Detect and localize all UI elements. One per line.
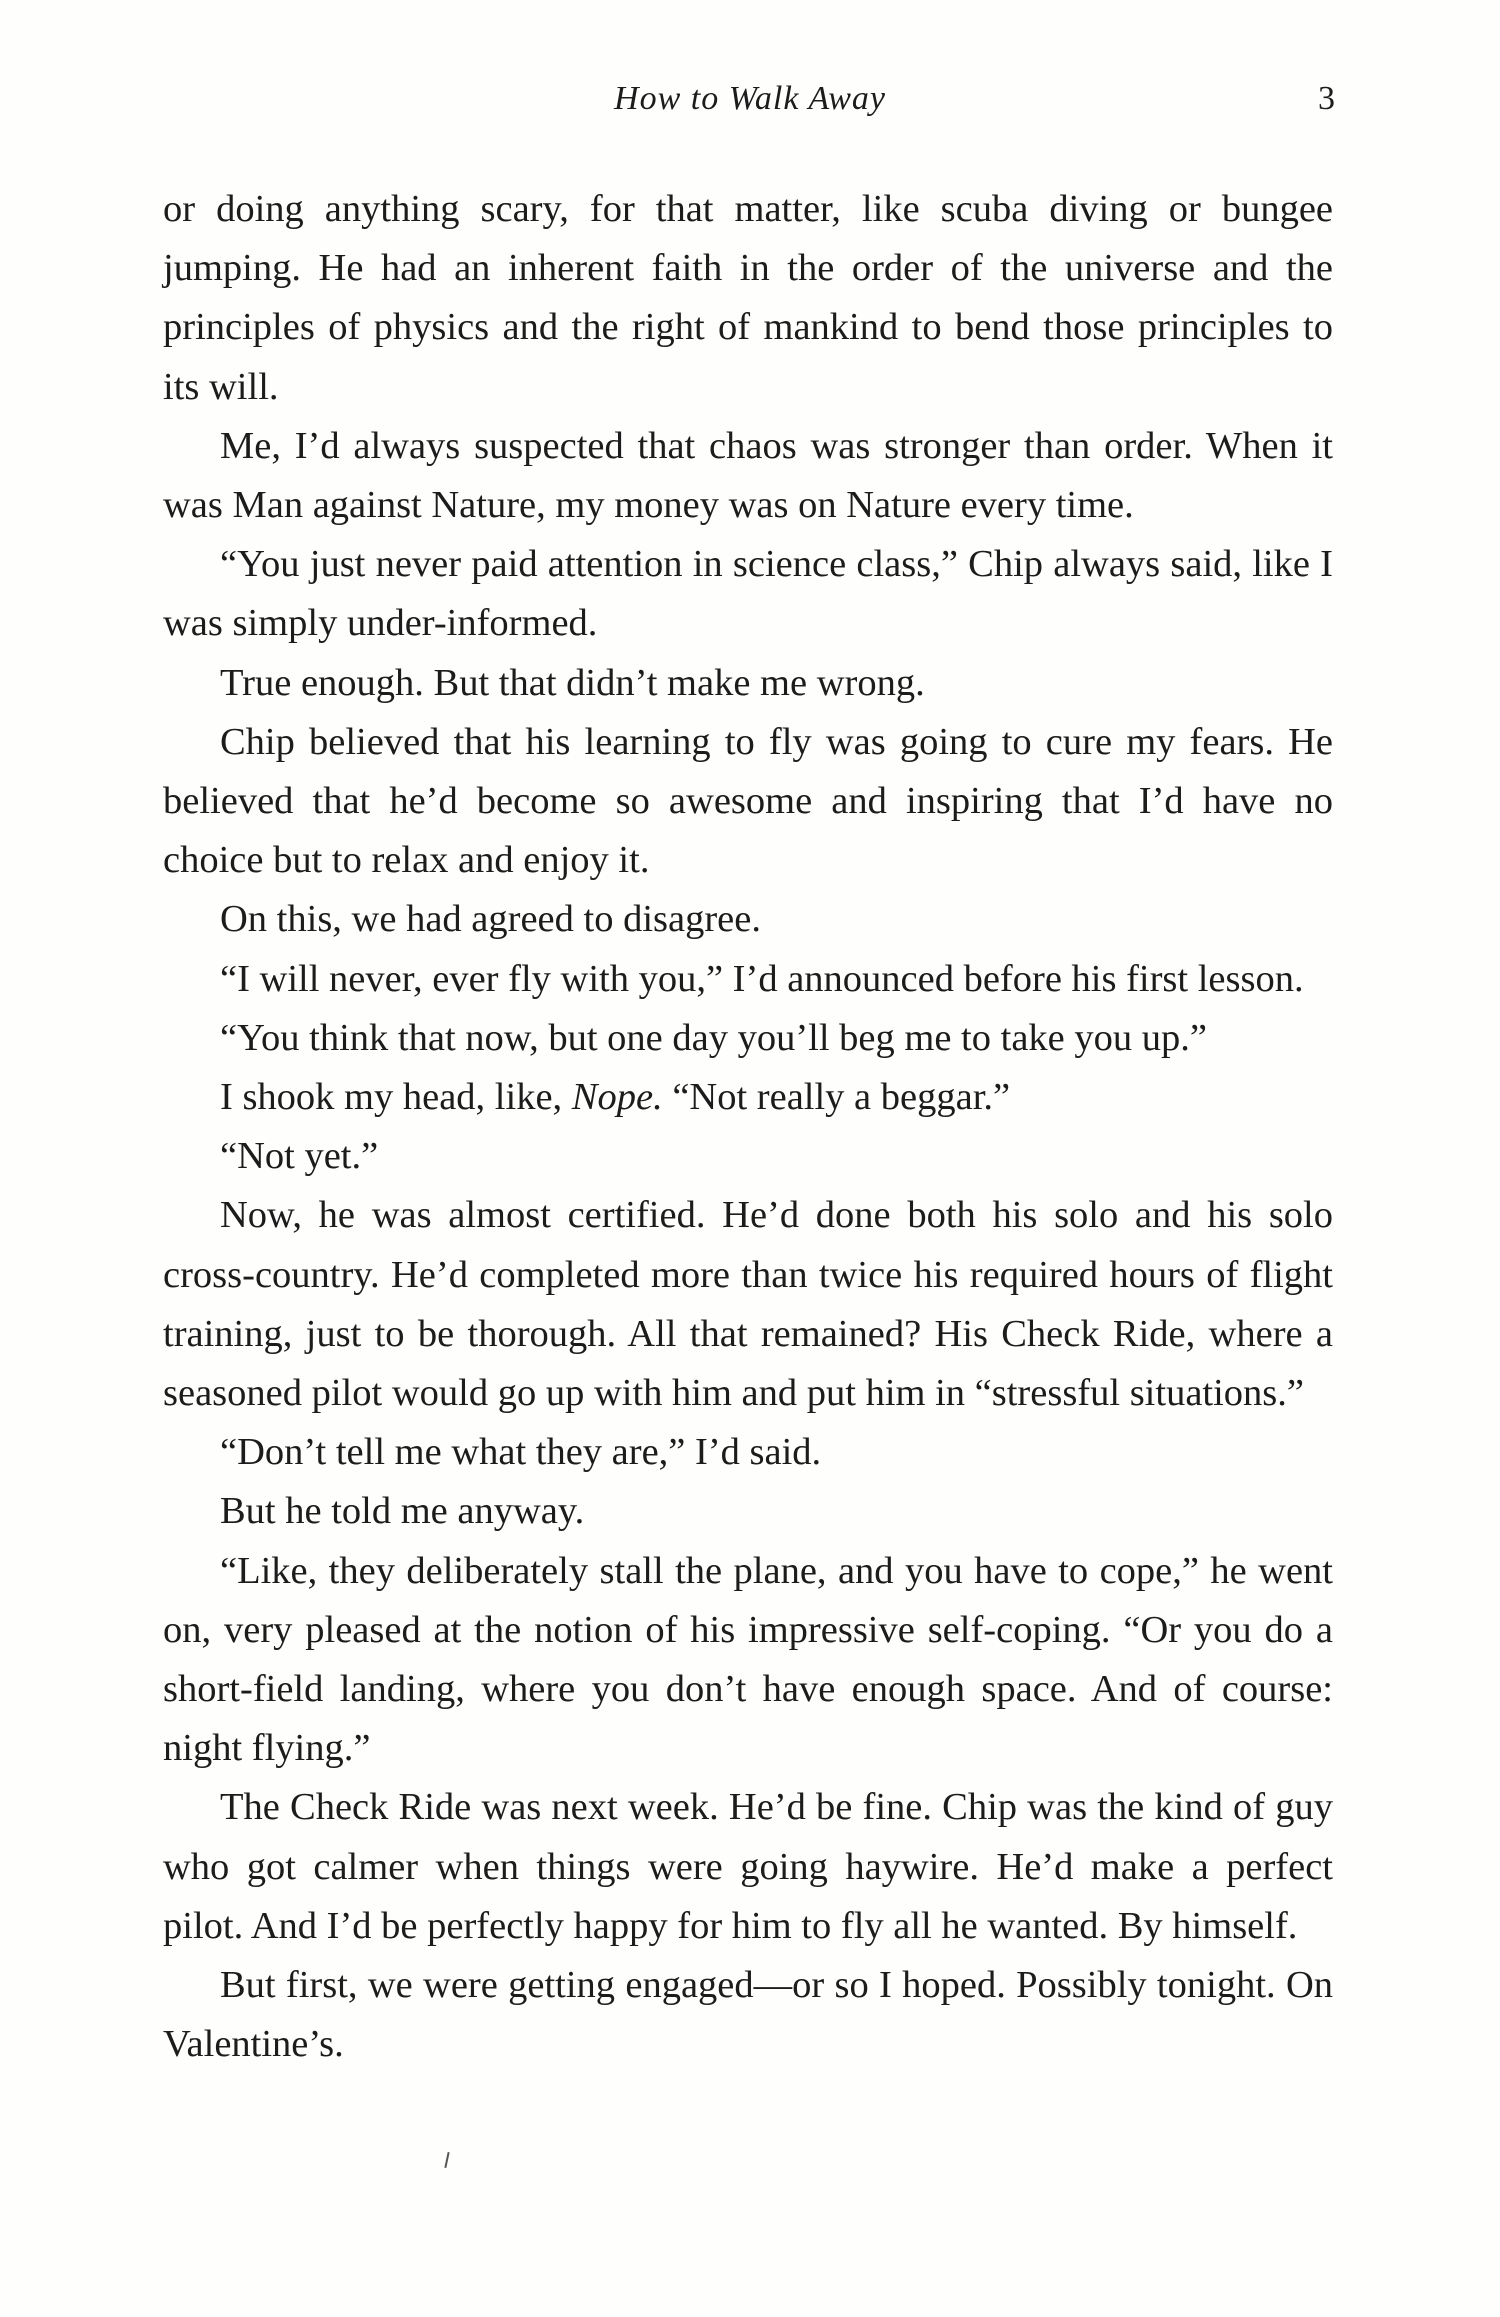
paragraph bbox=[163, 1068, 1333, 1127]
body-text bbox=[163, 180, 1333, 2075]
page-number: 3 bbox=[1318, 80, 1335, 117]
running-head bbox=[0, 80, 1500, 130]
paragraph: But he told me anyway. bbox=[220, 1490, 585, 1533]
paragraph: The Check Ride was next week. He’d be fine. Chip was the kind of guy who got calmer when things were going haywire. He’d make a perfect pilot. And I’d be perfectly happy for him to fly all he wanted. By himself. bbox=[163, 1786, 1333, 1947]
paragraph: Chip believed that his learning to fly was going to cure my fears. He believed that he’d become so awesome and inspiring that I’d have no choice but to relax and enjoy it. bbox=[163, 720, 1333, 882]
paragraph: “Don’t tell me what they are,” I’d said. bbox=[220, 1431, 822, 1474]
running-title: How to Walk Away bbox=[614, 80, 886, 117]
paragraph: But first, we were getting engaged—or so I hoped. Possibly tonight. On Valentine’s. bbox=[163, 1964, 1333, 2066]
paragraph-segment: “Not really a beggar.” bbox=[662, 1076, 1011, 1119]
scan-speck bbox=[444, 2152, 449, 2168]
paragraph: “Not yet.” bbox=[220, 1135, 379, 1178]
paragraph: “You just never paid attention in science class,” Chip always said, like I was simply under-informed. bbox=[163, 543, 1333, 645]
emphasis: Nope. bbox=[571, 1076, 663, 1119]
paragraph: or doing anything scary, for that matter, like scuba diving or bungee jumping. He had an inherent faith in the order of the universe and the principles of physics and the right of mankind to bend those principles to its will. bbox=[163, 188, 1333, 408]
paragraph: Now, he was almost certified. He’d done both his solo and his solo cross-country. He’d completed more than twice his required hours of flight training, just to be thorough. All that remained? His Check Ride, where a seasoned pilot would go up with him and put him in “stressful situations.” bbox=[163, 1194, 1333, 1415]
paragraph: “You think that now, but one day you’ll beg me to take you up.” bbox=[220, 1016, 1207, 1059]
paragraph: True enough. But that didn’t make me wrong. bbox=[220, 661, 925, 704]
paragraph: Me, I’d always suspected that chaos was stronger than order. When it was Man against Nature, my money was on Nature every time. bbox=[163, 424, 1333, 527]
paragraph: “I will never, ever fly with you,” I’d announced before his first lesson. bbox=[220, 957, 1304, 1000]
paragraph: “Like, they deliberately stall the plane, and you have to cope,” he went on, very pleased at the notion of his impressive self-coping. “Or you do a short-field landing, where you don’t have enough space. And of course: night flying.” bbox=[163, 1549, 1333, 1770]
paragraph: On this, we had agreed to disagree. bbox=[220, 898, 761, 941]
paragraph-segment: I shook my head, like, bbox=[220, 1076, 572, 1119]
